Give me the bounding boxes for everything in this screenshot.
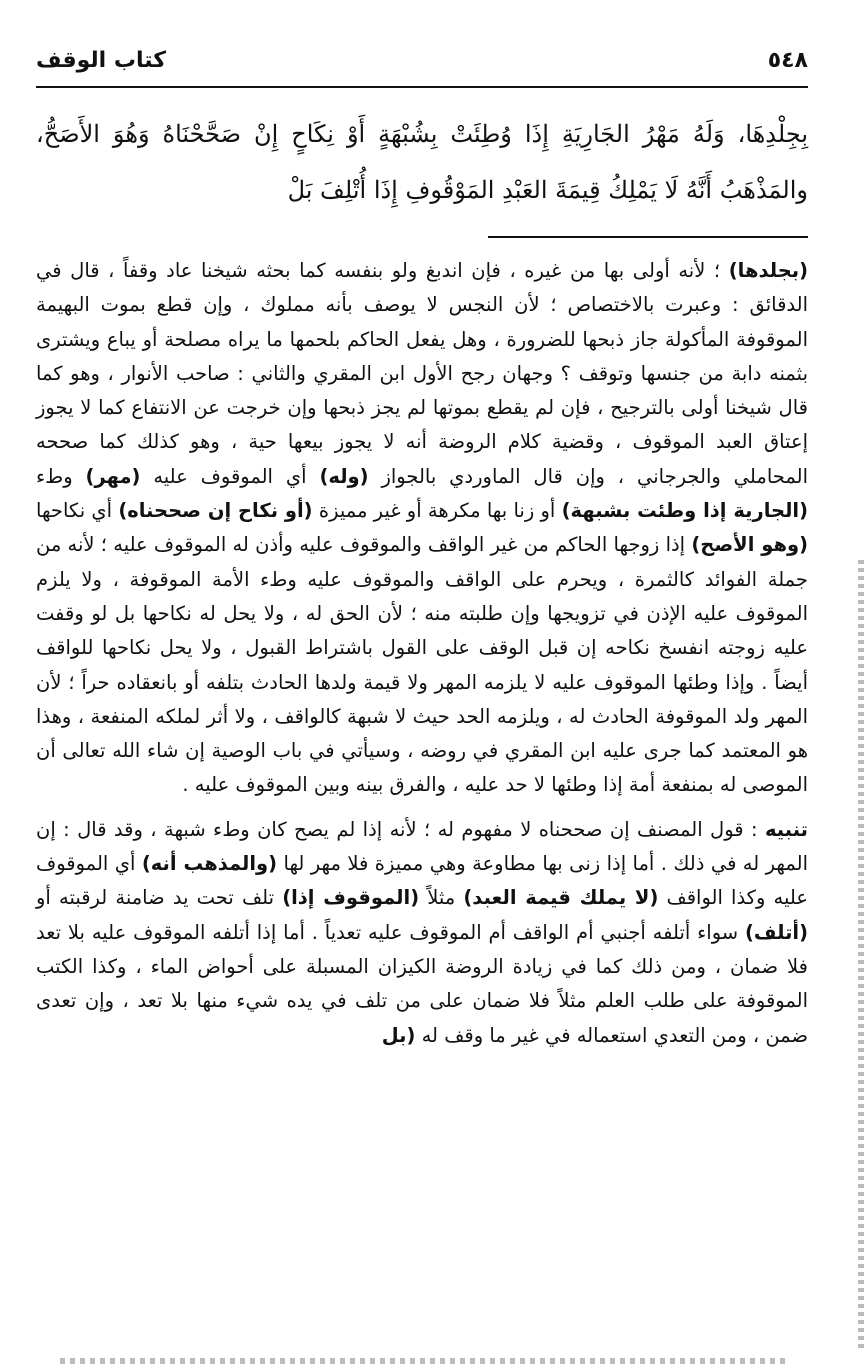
commentary-paragraph-1	[36, 254, 808, 803]
commentary-segment: (لا يملك قيمة العبد)	[463, 886, 659, 910]
decorative-border-bottom	[60, 1358, 788, 1364]
commentary-segment: وطء	[36, 464, 86, 488]
commentary-segment: تلف تحت يد ضامنة لرقبته أو	[36, 886, 283, 910]
commentary-segment: أي نكاحها	[36, 499, 119, 523]
commentary-segment: (مهر)	[85, 464, 141, 488]
commentary-segment: تنبيه	[764, 817, 808, 841]
page-header	[36, 40, 808, 86]
header-rule	[36, 86, 808, 88]
matn-text	[36, 106, 808, 218]
commentary-segment: مثلاً	[419, 886, 464, 910]
page-number: ٥٤٨	[767, 48, 808, 73]
commentary-segment: أي الموقوف عليه	[140, 464, 320, 488]
commentary-segment: (الموقوف إذا)	[282, 886, 420, 910]
commentary-segment: (بل	[381, 1023, 416, 1047]
commentary-segment: (بجلدها)	[728, 259, 808, 282]
commentary-segment: سواء أتلفه أجنبي أم الواقف أم الموقوف عليه تعدياً . أما إذا أتلفه الموقوف عليه بلا تعد فلا ضمان ، ومن ذلك كما في زيادة الروضة الكيزان المسبلة على أحواض الماء ، وكذا الكتب الموقوفة على طلب العلم مثلاً فلا ضمان على من تلف في يده شيء منها بلا تعد ، وإن تعدى ضمن ، ومن التعدي استعماله في غير ما وقف له	[36, 920, 808, 1047]
commentary-segment: إذا زوجها الحاكم من غير الواقف والموقوف عليه وأذن له الموقوف عليه ؛ لأنه من جملة الفوائد كالثمرة ، ويحرم على الواقف والموقوف عليه وطء الأمة الموقوفة ، ولا يلزم الموقوف عليه الإذن في تزويجها وإن طلبته منه ؛ لأن الحق له ، ولا يحل له نكاحها بل لو وقفت عليه زوجته انفسخ نكاحه إن قبل الوقف على القول باشتراط القبول ، ولا يحل نكاحها للواقف أيضاً . وإذا وطئها الموقوف عليه لا يلزمه المهر ولا قيمة ولدها الحادث بتلفه أو بانعقاده حراً ؛ لأن المهر ولد الموقوفة الحادث له ، ويلزمه الحد حيث لا شبهة كالواقف ، ولا أثر لملكه المنفعة ، وهذا هو المعتمد كما جرى عليه ابن المقري في روضه ، وسيأتي في باب الوصية إن شاء الله تعالى أن الموصى له بمنفعة أمة إذا وطئها لا حد عليه ، والفرق بينه وبين الموقوف عليه .	[36, 533, 808, 797]
commentary-segment: (أو نكاح إن صححناه)	[118, 499, 313, 523]
commentary-segment: ؛ لأنه أولى بها من غيره ، فإن اندبغ ولو بنفسه كما بحثه شيخنا عاد وقفاً ، قال في الدقائق : وعبرت بالاختصاص ؛ لأن النجس لا يوصف بأنه مملوك ، وإن قطع بموت البهيمة الموقوفة المأكولة جاز ذبحها للضرورة ، وهل يفعل الحاكم بلحمها ما يراه مصلحة أو يباع ويشترى بثمنه دابة من جنسها وتوقف ؟ وجهان رجح الأول ابن المقري والثاني : صاحب الأنوار ، وهو كما قال شيخنا أولى بالترجيح ، فإن لم يقطع بموتها لم يجز ذبحها وإن خرجت عن الانتفاع كما لا يجوز إعتاق العبد الموقوف ، وقضية كلام الروضة أنه لا يجوز بيعها حية ، وهو كذلك كما صححه المحاملي والجرجاني ، وإن قال الماوردي بالجواز	[36, 259, 808, 488]
matn-paragraph: بِجِلْدِهَا، وَلَهُ مَهْرُ الجَارِيَةِ إِذَا وُطِئَتْ بِشُبْهَةٍ أَوْ نِكَاحٍ إِنْ صَحَّحْنَاهُ وَهُوَ الأَصَحُّ، والمَذْهَبُ أَنَّهُ لَا يَمْلِكُ قِيمَةَ العَبْدِ المَوْقُوفِ إِذَا أُتْلِفَ بَلْ	[36, 120, 808, 204]
commentary-segment: أي الموقوف عليه وكذا الواقف	[36, 852, 808, 910]
commentary-paragraph-2	[36, 813, 808, 1053]
separator-rule	[488, 236, 808, 238]
commentary-segment: (وله)	[319, 464, 369, 488]
commentary-segment: (وهو الأصح)	[691, 533, 808, 557]
decorative-border-right	[858, 560, 864, 1350]
commentary-segment: (أتلف)	[744, 920, 808, 944]
chapter-title: كتاب الوقف	[36, 48, 167, 73]
commentary-segment: (الجارية إذا وطئت بشبهة)	[561, 499, 808, 523]
commentary-segment: (والمذهب أنه)	[141, 852, 278, 876]
commentary-text	[36, 254, 808, 1053]
commentary-segment: أو زنا بها مكرهة أو غير مميزة	[312, 499, 562, 523]
commentary-segment: : قول المصنف إن صححناه لا مفهوم له ؛ لأنه إذا لم يصح كان وطء شبهة ، وقد قال : إن المهر له في ذلك . أما إذا زنى بها مطاوعة وهي مميزة فلا مهر لها	[36, 817, 808, 876]
